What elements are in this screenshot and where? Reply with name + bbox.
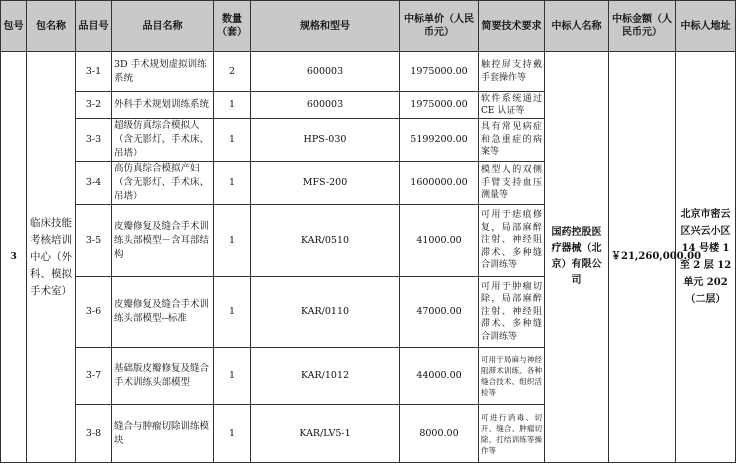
header-pkg-name: 包名称 [27,1,76,52]
item-number: 3-1 [76,52,112,92]
item-tech: 可进行消毒、切开、缝合、肿瘤切除、打结训练等操作等 [479,405,545,463]
item-tech: 模型人的双侧手臂支持血压测量等 [479,162,545,205]
item-spec: 600003 [251,92,400,119]
item-price: 5199200.00 [400,119,479,162]
item-number: 3-8 [76,405,112,463]
winner-address: 北京市密云区兴云小区 14 号楼 1 至 2 层 12 单元 202（二层） [676,52,736,463]
package-name: 临床技能考核培训中心（外科、模拟手术室） [27,52,76,463]
item-number: 3-6 [76,277,112,348]
item-tech: 可用于肿瘤切除，局部麻醉注射、神经阻滞术、多种缝合训练等 [479,277,545,348]
item-price: 41000.00 [400,205,479,277]
item-tech: 软件系统通过 CE 认证等 [479,92,545,119]
item-price: 1975000.00 [400,92,479,119]
item-price: 8000.00 [400,405,479,463]
header-spec: 规格和型号 [251,1,400,52]
header-unit-price: 中标单价（人民币元） [400,1,479,52]
header-item-name: 品目名称 [112,1,214,52]
header-winner: 中标人名称 [545,1,609,52]
item-spec: 600003 [251,52,400,92]
item-price: 44000.00 [400,348,479,405]
item-qty: 1 [214,348,251,405]
item-number: 3-4 [76,162,112,205]
item-spec: KAR/0110 [251,277,400,348]
header-item-no: 品目号 [76,1,112,52]
item-qty: 1 [214,162,251,205]
item-tech: 触控屏支持戴手套操作等 [479,52,545,92]
item-name: 皮瓣修复及缝合手术训练头部模型－含耳部结构 [112,205,214,277]
header-amount: 中标金额（人民币元） [609,1,676,52]
header-qty: 数量（套） [214,1,251,52]
item-tech: 可用于局麻与神经阻滞术训练、各种缝合技术、组织活检等 [479,348,545,405]
item-number: 3-2 [76,92,112,119]
winning-amount: ￥21,260,000.00 [609,52,676,463]
header-row [1,1,736,52]
item-name: 基础版皮瓣修复及缝合手术训练头部模型 [112,348,214,405]
item-qty: 1 [214,92,251,119]
item-spec: KAR/LV5-1 [251,405,400,463]
item-name: 缝合与肿瘤切除训练模块 [112,405,214,463]
header-tech: 简要技术要求 [479,1,545,52]
table-row [1,52,736,92]
item-name: 超级仿真综合模拟人（含无影灯、手术床、吊塔） [112,119,214,162]
header-pkg-no: 包号 [1,1,27,52]
item-price: 47000.00 [400,277,479,348]
item-price: 1975000.00 [400,52,479,92]
item-name: 皮瓣修复及缝合手术训练头部模型--标准 [112,277,214,348]
item-qty: 1 [214,405,251,463]
item-spec: MFS-200 [251,162,400,205]
item-qty: 1 [214,119,251,162]
item-spec: KAR/0510 [251,205,400,277]
item-name: 3D 手术规划虚拟训练系统 [112,52,214,92]
item-price: 1600000.00 [400,162,479,205]
item-name: 外科手术规划训练系统 [112,92,214,119]
item-qty: 1 [214,205,251,277]
item-name: 高仿真综合模拟产妇（含无影灯、手术床、吊塔） [112,162,214,205]
item-qty: 1 [214,277,251,348]
item-tech: 可用于痣痕修复，局部麻醉注射、神经阻滞术、多种缝合训练等 [479,205,545,277]
winner-name: 国药控股医疗器械（北京）有限公司 [545,52,609,463]
item-number: 3-3 [76,119,112,162]
item-qty: 2 [214,52,251,92]
item-spec: HPS-030 [251,119,400,162]
item-number: 3-7 [76,348,112,405]
item-tech: 具有常见病症和急重症的病案等 [479,119,545,162]
package-number: 3 [1,52,27,463]
header-address: 中标人地址 [676,1,736,52]
item-spec: KAR/1012 [251,348,400,405]
item-number: 3-5 [76,205,112,277]
